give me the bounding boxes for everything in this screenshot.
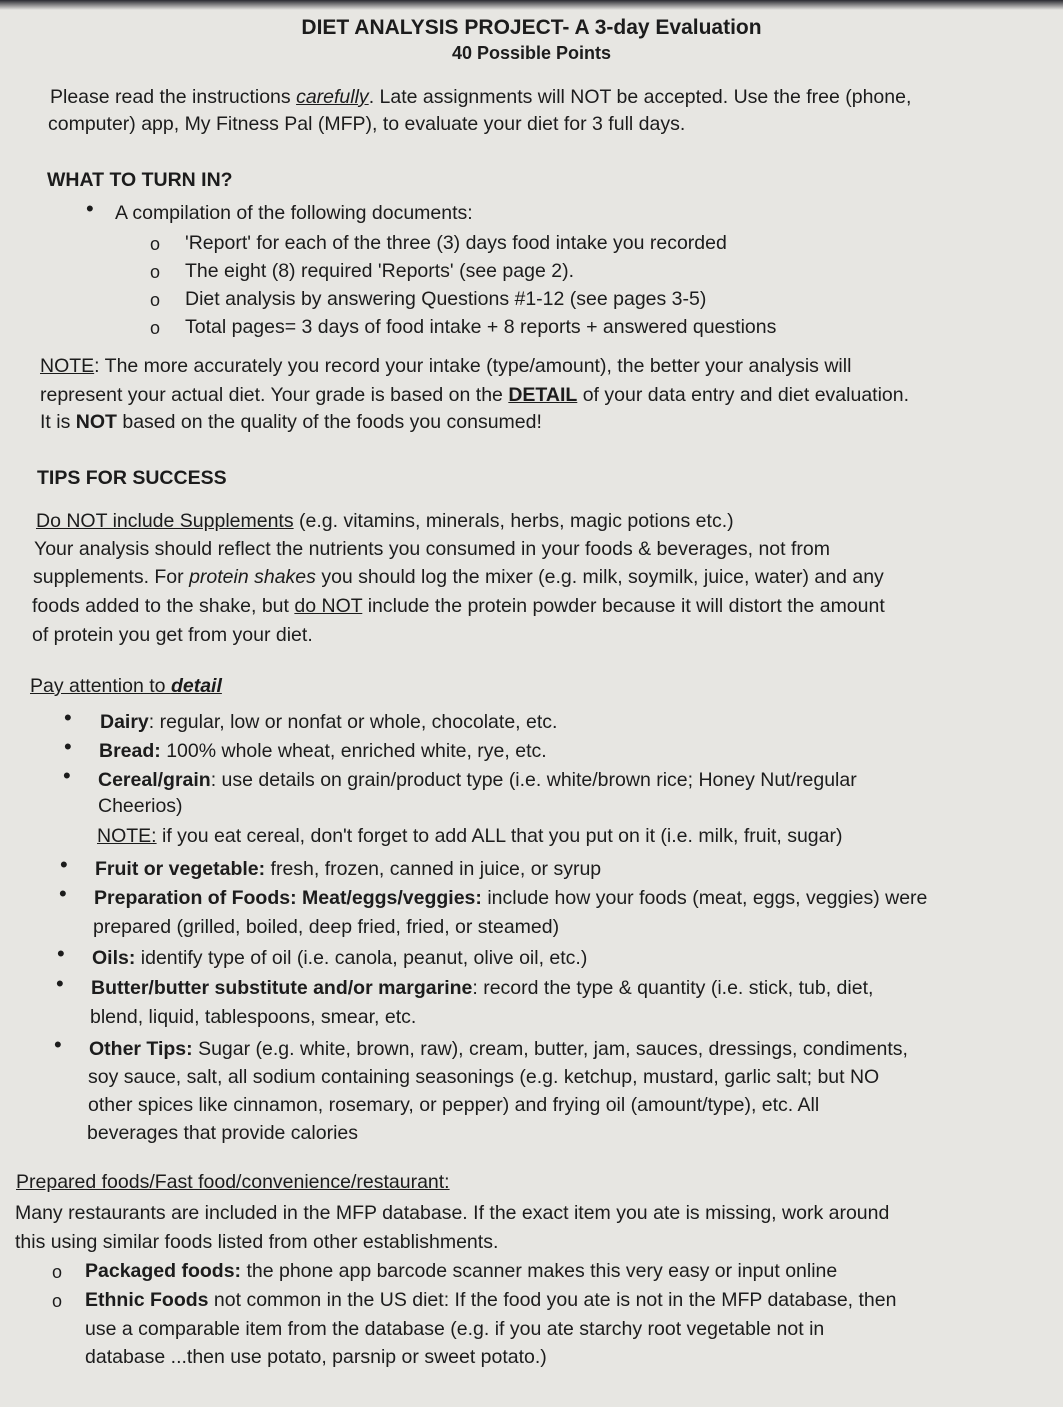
ethnic-foods-item — [85, 1287, 896, 1314]
note-line-1 — [40, 353, 851, 380]
bullet-icon: • — [86, 196, 94, 221]
detail-item-text: identify type of oil (i.e. canola, peanut, olive oil, etc.) — [135, 947, 588, 969]
turn-in-heading: WHAT TO TURN IN? — [47, 169, 233, 191]
supplements-text: (e.g. vitamins, minerals, herbs, magic potions etc.) — [293, 510, 734, 532]
detail-item-cont: blend, liquid, tablespoons, smear, etc. — [90, 1006, 417, 1028]
detail-heading-emphasis: detail — [170, 675, 222, 697]
bullet-icon: • — [63, 763, 71, 788]
circle-bullet-icon: o — [150, 234, 161, 254]
detail-item-label: Oils: — [92, 947, 136, 969]
bullet-icon: • — [59, 881, 67, 906]
detail-note-label: NOTE: — [97, 825, 157, 847]
circle-bullet-icon: o — [150, 318, 161, 338]
detail-item-text: : use details on grain/product type (i.e. white/brown rice; Honey Nut/regular — [210, 769, 857, 791]
detail-item-cont: other spices like cinnamon, rosemary, or pepper) and frying oil (amount/type), etc. All — [88, 1094, 820, 1116]
intro-text-rest: . Late assignments will NOT be accepted. Use the free (phone, — [368, 86, 912, 108]
packaged-foods-label: Packaged foods: — [85, 1260, 242, 1282]
detail-item-label: Cereal/grain — [98, 769, 211, 791]
detail-item — [89, 1036, 908, 1063]
supplements-emphasis: do NOT — [294, 595, 363, 617]
note-text: : The more accurately you record your intake (type/amount), the better your analysis will — [94, 355, 852, 377]
supplements-line-4 — [32, 593, 885, 620]
detail-item-text: include how your foods (meat, eggs, veggies) were — [481, 887, 928, 909]
ethnic-foods-cont: database ...then use potato, parsnip or sweet potato.) — [85, 1346, 547, 1368]
packaged-foods-item — [85, 1258, 837, 1285]
circle-bullet-icon: o — [150, 290, 161, 310]
bullet-icon: • — [60, 852, 68, 877]
turn-in-bullet: A compilation of the following documents: — [115, 202, 473, 224]
detail-item-cont: prepared (grilled, boiled, deep fried, fried, or steamed) — [93, 916, 560, 938]
detail-note-text: if you eat cereal, don't forget to add ALL that you put on it (i.e. milk, fruit, sugar) — [156, 825, 843, 847]
page-title: DIET ANALYSIS PROJECT- A 3-day Evaluation — [301, 16, 762, 39]
note-text: of your data entry and diet evaluation. — [577, 384, 910, 406]
detail-item-cont: Cheerios) — [98, 795, 183, 817]
tips-heading: TIPS FOR SUCCESS — [37, 467, 227, 489]
intro-text: Please read the instructions — [50, 86, 297, 108]
detail-item-text: Sugar (e.g. white, brown, raw), cream, butter, jam, sauces, dressings, condiments, — [192, 1038, 908, 1060]
note-emphasis: DETAIL — [508, 384, 578, 406]
supplements-line-2: Your analysis should reflect the nutrients you consumed in your foods & beverages, not from — [34, 538, 830, 560]
note-line-3 — [40, 409, 542, 436]
detail-item-text: : regular, low or nonfat or whole, chocolate, etc. — [148, 711, 558, 733]
circle-bullet-icon: o — [52, 1291, 63, 1311]
note-emphasis: NOT — [75, 411, 117, 433]
supplements-text: you should log the mixer (e.g. milk, soymilk, juice, water) and any — [315, 566, 884, 588]
note-text: represent your actual diet. Your grade is based on the — [40, 384, 509, 406]
ethnic-foods-cont: use a comparable item from the database (e.g. if you ate starchy root vegetable not in — [85, 1318, 825, 1340]
detail-item — [98, 767, 857, 794]
intro-line-2: computer) app, My Fitness Pal (MFP), to evaluate your diet for 3 full days. — [48, 113, 686, 135]
packaged-foods-text: the phone app barcode scanner makes this very easy or input online — [241, 1260, 838, 1282]
detail-item-note — [97, 823, 842, 850]
circle-bullet-icon: o — [52, 1262, 63, 1282]
detail-item-text: 100% whole wheat, enriched white, rye, etc. — [160, 740, 547, 762]
detail-item-cont: soy sauce, salt, all sodium containing seasonings (e.g. ketchup, mustard, garlic salt; but NO — [88, 1066, 880, 1088]
prepared-heading: Prepared foods/Fast food/convenience/restaurant: — [16, 1171, 450, 1193]
bullet-icon: • — [64, 734, 72, 759]
detail-item — [92, 945, 587, 972]
detail-item-label: Butter/butter substitute and/or margarine — [91, 977, 473, 999]
prepared-line-2: this using similar foods listed from other establishments. — [15, 1231, 499, 1253]
detail-item-label: Preparation of Foods: Meat/eggs/veggies: — [94, 887, 482, 909]
detail-item-label: Fruit or vegetable: — [95, 858, 266, 880]
ethnic-foods-label: Ethnic Foods — [85, 1289, 209, 1311]
detail-item — [94, 885, 927, 912]
detail-item-label: Dairy — [100, 711, 149, 733]
detail-item-label: Bread: — [99, 740, 161, 762]
note-text: based on the quality of the foods you consumed! — [116, 411, 542, 433]
supplements-line-5: of protein you get from your diet. — [32, 624, 313, 646]
supplements-text: include the protein powder because it will distort the amount — [362, 595, 885, 617]
turn-in-item: Diet analysis by answering Questions #1-12 (see pages 3-5) — [185, 288, 707, 310]
turn-in-item: Total pages= 3 days of food intake + 8 reports + answered questions — [185, 316, 777, 338]
detail-heading-text: Pay attention to — [30, 675, 171, 697]
ethnic-foods-text: not common in the US diet: If the food you ate is not in the MFP database, then — [208, 1289, 897, 1311]
circle-bullet-icon: o — [150, 262, 161, 282]
turn-in-item: 'Report' for each of the three (3) days food intake you recorded — [185, 232, 727, 254]
bullet-icon: • — [64, 705, 72, 730]
note-line-2 — [40, 382, 909, 409]
detail-item-text: : record the type & quantity (i.e. stick, tub, diet, — [472, 977, 874, 999]
note-label: NOTE — [40, 355, 95, 377]
detail-item — [91, 975, 873, 1002]
page-subtitle: 40 Possible Points — [451, 43, 612, 63]
detail-item-text: fresh, frozen, canned in juice, or syrup — [265, 858, 602, 880]
supplements-text: foods added to the shake, but — [32, 595, 295, 617]
detail-item-cont: beverages that provide calories — [87, 1122, 358, 1144]
detail-item-label: Other Tips: — [89, 1038, 193, 1060]
supplements-title: Do NOT include Supplements — [36, 510, 294, 532]
intro-line-1 — [50, 84, 911, 111]
detail-item — [99, 738, 547, 765]
supplements-line-3 — [33, 564, 884, 591]
detail-item — [100, 709, 557, 736]
supplements-line-1 — [36, 508, 734, 535]
prepared-line-1: Many restaurants are included in the MFP database. If the exact item you ate is missing, work around — [15, 1202, 890, 1224]
note-text: It is — [40, 411, 76, 433]
bullet-icon: • — [57, 941, 65, 966]
detail-heading — [30, 673, 222, 700]
detail-item — [95, 856, 601, 883]
bullet-icon: • — [56, 971, 64, 996]
supplements-text: supplements. For — [33, 566, 190, 588]
supplements-emphasis: protein shakes — [189, 566, 316, 588]
intro-emphasis: carefully — [296, 86, 369, 108]
turn-in-item: The eight (8) required 'Reports' (see page 2). — [185, 260, 574, 282]
bullet-icon: • — [54, 1032, 62, 1057]
